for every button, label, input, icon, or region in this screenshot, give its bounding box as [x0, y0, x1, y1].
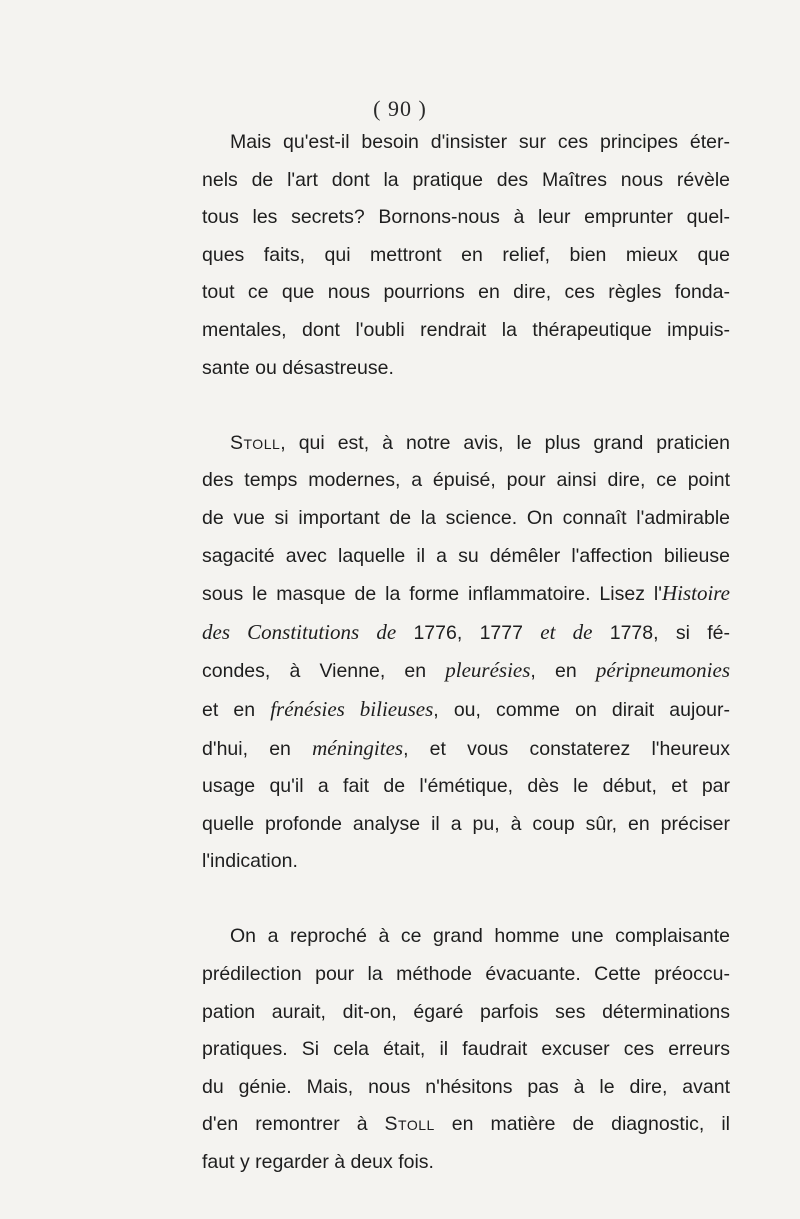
italic-term: méningites — [312, 735, 404, 760]
text-line — [202, 575, 730, 614]
text-line: usage qu'il a fait de l'émétique, dès le début, et par — [202, 775, 730, 798]
italic-term: frénésies bilieuses — [270, 696, 434, 721]
paragraph-3 — [202, 918, 730, 1181]
text-line: ques faits, qui mettront en relief, bien mieux que — [202, 243, 730, 266]
text-line: nels de l'art dont la pratique des Maîtres nous révèle — [202, 168, 730, 191]
text-line — [202, 652, 730, 691]
text-line: faut y regarder à deux fois. — [202, 1151, 434, 1174]
text-line: du génie. Mais, nous n'hésitons pas à le dire, avant — [202, 1075, 730, 1098]
text-line — [202, 1106, 730, 1144]
text-line: de vue si important de la science. On connaît l'admirable — [202, 506, 730, 529]
italic-title: des Constitutions de — [202, 619, 397, 644]
text-line: des temps modernes, a épuisé, pour ainsi dire, ce point — [202, 469, 730, 492]
text-segment: d'en remontrer à — [202, 1113, 385, 1136]
text-segment: sous le masque de la forme inflammatoire. Lisez l' — [202, 583, 662, 606]
author-name: Stoll — [230, 431, 281, 454]
text-segment: , qui est, à notre avis, le plus grand praticien — [280, 431, 730, 454]
text-line: tout ce que nous pourrions en dire, ces règles fonda- — [202, 281, 730, 304]
italic-text: et de — [540, 619, 593, 644]
text-line: prédilection pour la méthode évacuante. Cette préoccu- — [202, 963, 730, 986]
text-line: mentales, dont l'oubli rendrait la thérapeutique impuis- — [202, 318, 730, 341]
text-line: l'indication. — [202, 850, 298, 873]
text-line — [202, 730, 730, 769]
text-segment: condes, à Vienne, en — [202, 660, 446, 683]
italic-term: péripneumonies — [595, 658, 730, 683]
text-line: tous les secrets? Bornons-nous à leur emprunter quel- — [202, 206, 730, 229]
text-line — [202, 614, 730, 653]
text-segment: et en — [202, 698, 271, 721]
text-segment: en matière de diagnostic, il — [434, 1113, 730, 1136]
text-line: quelle profonde analyse il a pu, à coup sûr, en préciser — [202, 812, 730, 835]
italic-term: pleurésies — [445, 658, 531, 683]
text-line: pratiques. Si cela était, il faudrait excuser ces erreurs — [202, 1038, 730, 1061]
italic-title: Histoire — [661, 581, 730, 606]
text-segment: , et vous constaterez l'heureux — [403, 737, 730, 760]
text-segment: d'hui, en — [202, 737, 313, 760]
text-line: Mais qu'est-il besoin d'insister sur ces principes éter- — [230, 131, 730, 153]
text-line: sante ou désastreuse. — [202, 356, 394, 379]
text-line: On a reproché à ce grand homme une complaisante — [230, 925, 730, 948]
text-line — [202, 691, 730, 730]
text-line: sagacité avec laquelle il a su démêler l'affection bilieuse — [202, 544, 730, 567]
text-line: pation aurait, dit-on, égaré parfois ses déterminations — [202, 1000, 730, 1023]
page-number: ( 90 ) — [373, 96, 427, 121]
body-text — [202, 124, 730, 1219]
text-segment: 1776, 1777 — [396, 621, 541, 644]
author-name: Stoll — [384, 1113, 435, 1136]
text-line — [202, 425, 730, 463]
paragraph-2 — [202, 425, 730, 881]
paragraph-1 — [202, 124, 730, 387]
text-segment: , en — [530, 660, 596, 683]
text-segment: , ou, comme on dirait aujour- — [433, 698, 730, 721]
text-segment: 1778, si fé- — [592, 621, 731, 644]
